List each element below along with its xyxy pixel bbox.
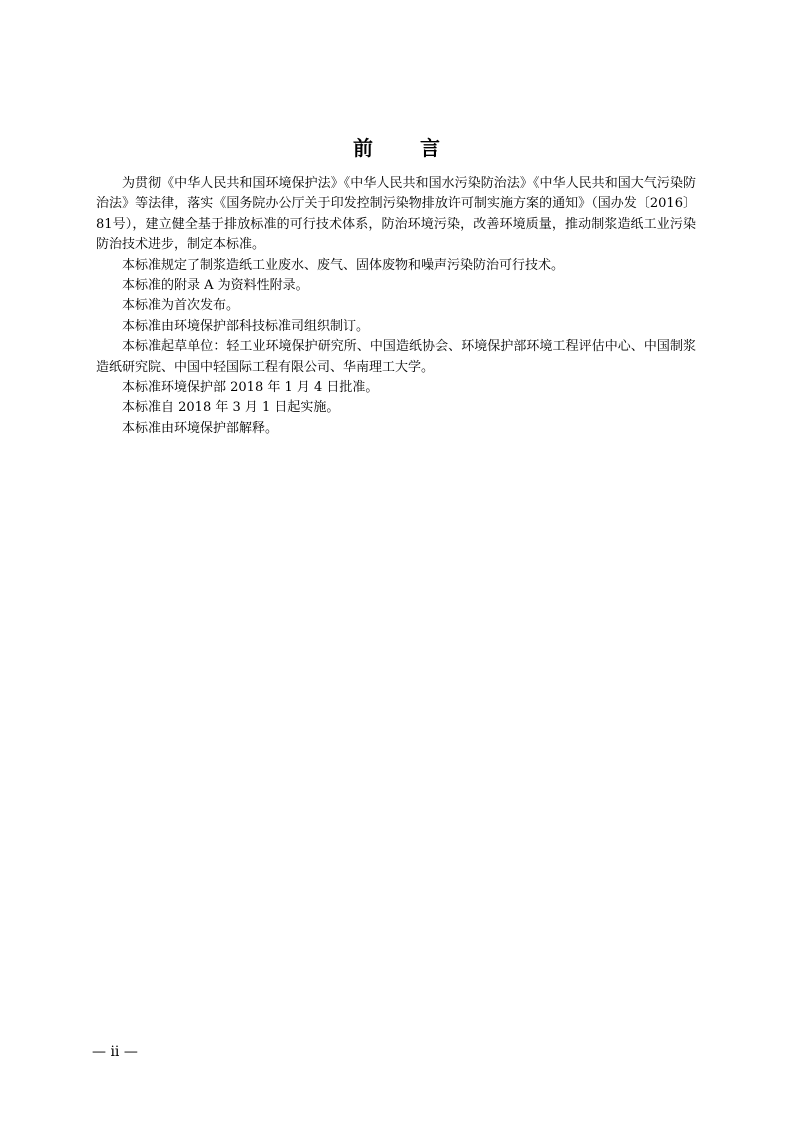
paragraph-interpretation: 本标准由环境保护部解释。 — [122, 420, 279, 436]
paragraph-appendix: 本标准的附录 A 为资料性附录。 — [122, 278, 309, 294]
paragraph-effective-date: 本标准自 2018 年 3 月 1 日起实施。 — [122, 400, 340, 416]
page-title: 前 言 — [353, 136, 460, 161]
paragraph-drafting-units: 本标准起草单位：轻工业环境保护研究所、中国造纸协会、环境保护部环境工程评估中心、中国制浆造纸研究院、中国中轻国际工程有限公司、华南理工大学。 — [96, 339, 696, 375]
page-number: — ii — — [92, 1044, 138, 1060]
paragraph-scope: 本标准规定了制浆造纸工业废水、废气、固体废物和噪声污染防治可行技术。 — [122, 257, 565, 273]
preface-body — [96, 174, 696, 439]
paragraph-organizer: 本标准由环境保护部科技标准司组织制订。 — [122, 318, 370, 334]
paragraph-first-release: 本标准为首次发布。 — [122, 298, 240, 314]
paragraph-purpose: 为贯彻《中华人民共和国环境保护法》《中华人民共和国水污染防治法》《中华人民共和国大气污染防治法》等法律，落实《国务院办公厅关于印发控制污染物排放许可制实施方案的通知》（国办发〔2016〕81号），建立健全基于排放标准的可行技术体系，防治环境污染，改善环境质量，推动制浆造纸工业污染防治技术进步，制定本标准。 — [96, 176, 696, 253]
paragraph-approval-date: 本标准环境保护部 2018 年 1 月 4 日批准。 — [122, 380, 379, 396]
